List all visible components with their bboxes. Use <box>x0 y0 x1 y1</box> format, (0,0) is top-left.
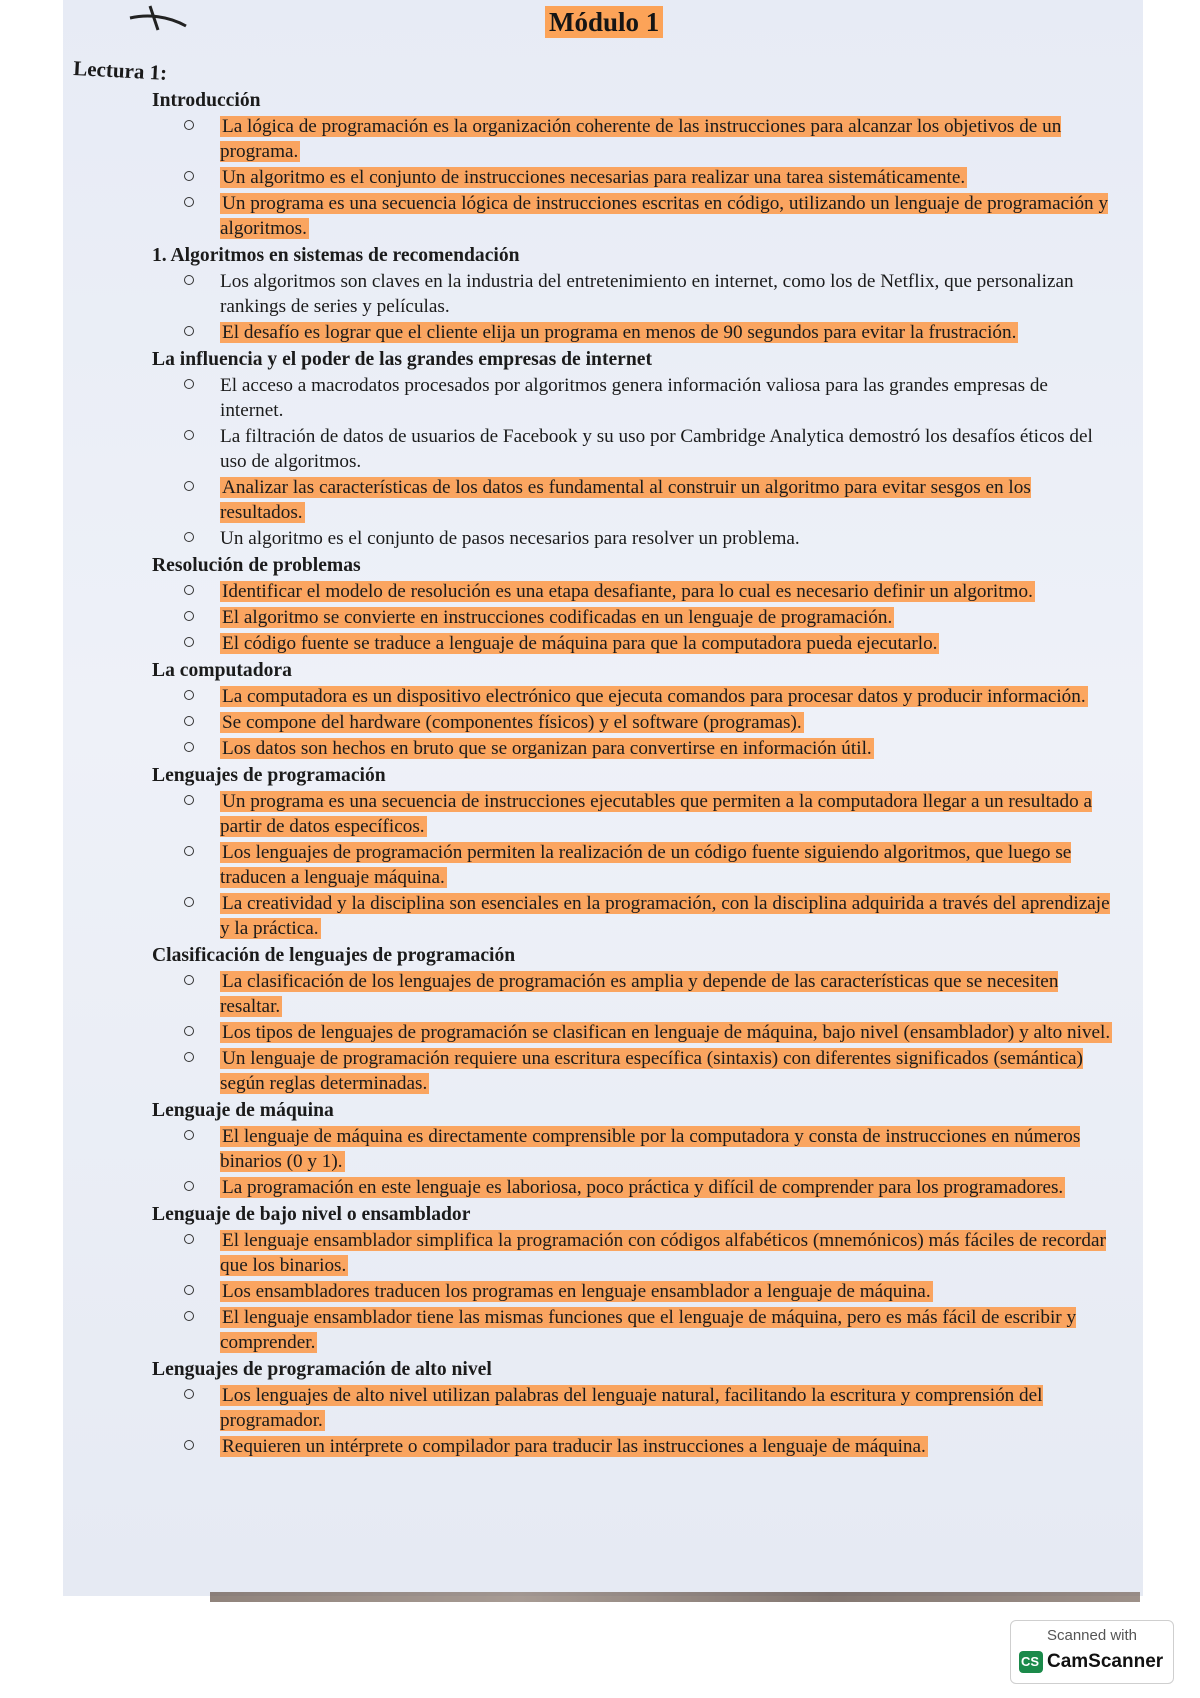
list-item: Un programa es una secuencia de instrucciones ejecutables que permiten a la computadora llegar a un resultado a partir de datos específicos. <box>150 789 1115 839</box>
list-item: Los lenguajes de programación permiten la realización de un código fuente siguiendo algoritmos, que luego se traducen a lenguaje máquina. <box>150 840 1115 890</box>
section-heading: Introducción <box>152 90 261 111</box>
list-item: Un algoritmo es el conjunto de instrucciones necesarias para realizar una tarea sistemáticamente. <box>150 165 1115 190</box>
section-influencia-empresas <box>150 347 1115 551</box>
section-heading: La influencia y el poder de las grandes empresas de internet <box>152 349 652 370</box>
bullet-icon <box>184 1311 194 1321</box>
section-introduccion <box>150 88 1115 241</box>
section-heading: 1. Algoritmos en sistemas de recomendación <box>152 245 520 266</box>
bullet-icon <box>184 275 194 285</box>
page-title: Módulo 1 <box>545 6 663 38</box>
list-item: Los lenguajes de alto nivel utilizan palabras del lenguaje natural, facilitando la escritura y comprensión del programador. <box>150 1383 1115 1433</box>
bullet-icon <box>184 637 194 647</box>
list-item: Un programa es una secuencia lógica de instrucciones escritas en código, utilizando un lenguaje de programación y algoritmos. <box>150 191 1115 241</box>
list-item: El lenguaje de máquina es directamente comprensible por la computadora y consta de instrucciones en números binarios (0 y 1). <box>150 1124 1115 1174</box>
section-heading: Lenguajes de programación <box>152 765 386 786</box>
scanned-with-text: Scanned with <box>1046 1627 1138 1644</box>
list-item: Se compone del hardware (componentes físicos) y el software (programas). <box>150 710 1115 735</box>
list-item: La computadora es un dispositivo electrónico que ejecuta comandos para procesar datos y producir información. <box>150 684 1115 709</box>
section-lenguaje-maquina <box>150 1098 1115 1200</box>
section-algoritmos-recomendacion <box>150 243 1115 345</box>
bullet-icon <box>184 1026 194 1036</box>
section-clasificacion <box>150 943 1115 1096</box>
bullet-icon <box>184 379 194 389</box>
section-heading: Lenguaje de bajo nivel o ensamblador <box>152 1204 471 1225</box>
section-computadora <box>150 658 1115 761</box>
list-item: Un lenguaje de programación requiere una escritura específica (sintaxis) con diferentes significados (semántica) según reglas determinadas. <box>150 1046 1115 1096</box>
camscanner-brand: CamScanner <box>1047 1651 1164 1672</box>
bullet-icon <box>184 897 194 907</box>
list-item: El código fuente se traduce a lenguaje de máquina para que la computadora pueda ejecutarlo. <box>150 631 1115 656</box>
bullet-icon <box>184 975 194 985</box>
bullet-icon <box>184 585 194 595</box>
section-heading: Clasificación de lenguajes de programación <box>152 945 516 966</box>
list-item: El desafío es lograr que el cliente elija un programa en menos de 90 segundos para evitar la frustración. <box>150 320 1115 345</box>
list-item: Analizar las características de los datos es fundamental al construir un algoritmo para evitar sesgos en los resultados. <box>150 475 1115 525</box>
list-item: La programación en este lenguaje es laboriosa, poco práctica y difícil de comprender para los programadores. <box>150 1175 1115 1200</box>
list-item: Los ensambladores traducen los programas en lenguaje ensamblador a lenguaje de máquina. <box>150 1279 1115 1304</box>
list-item: La clasificación de los lenguajes de programación es amplia y depende de las características que se necesiten resaltar. <box>150 969 1115 1019</box>
bullet-icon <box>184 1440 194 1450</box>
bullet-icon <box>184 1389 194 1399</box>
list-item: La filtración de datos de usuarios de Facebook y su uso por Cambridge Analytica demostró los desafíos éticos del uso de algoritmos. <box>150 424 1115 474</box>
list-item: Requieren un intérprete o compilador para traducir las instrucciones a lenguaje de máquina. <box>150 1434 1115 1459</box>
page-bottom-edge <box>210 1592 1140 1602</box>
notes-content <box>150 88 1115 1461</box>
bullet-icon <box>184 120 194 130</box>
list-item: Identificar el modelo de resolución es una etapa desafiante, para lo cual es necesario definir un algoritmo. <box>150 579 1115 604</box>
list-item: Un algoritmo es el conjunto de pasos necesarios para resolver un problema. <box>150 526 1115 551</box>
bullet-icon <box>184 171 194 181</box>
pen-mark-icon <box>128 4 188 34</box>
bullet-icon <box>184 326 194 336</box>
bullet-icon <box>184 1285 194 1295</box>
bullet-icon <box>184 532 194 542</box>
bullet-icon <box>184 742 194 752</box>
bullet-icon <box>184 197 194 207</box>
list-item: La lógica de programación es la organización coherente de las instrucciones para alcanzar los objetivos de un programa. <box>150 114 1115 164</box>
list-item: La creatividad y la disciplina son esenciales en la programación, con la disciplina adquirida a través del aprendizaje y la práctica. <box>150 891 1115 941</box>
list-item: Los tipos de lenguajes de programación se clasifican en lenguaje de máquina, bajo nivel (ensamblador) y alto nivel. <box>150 1020 1115 1045</box>
section-lenguajes-programacion <box>150 763 1115 941</box>
bullet-icon <box>184 690 194 700</box>
list-item: El lenguaje ensamblador tiene las mismas funciones que el lenguaje de máquina, pero es más fácil de escribir y comprender. <box>150 1305 1115 1355</box>
bullet-icon <box>184 795 194 805</box>
list-item: El acceso a macrodatos procesados por algoritmos genera información valiosa para las grandes empresas de internet. <box>150 373 1115 423</box>
bullet-icon <box>184 430 194 440</box>
section-heading: Lenguaje de máquina <box>152 1100 334 1121</box>
list-item: El lenguaje ensamblador simplifica la programación con códigos alfabéticos (mnemónicos) más fáciles de recordar que los binarios. <box>150 1228 1115 1278</box>
section-alto-nivel <box>150 1357 1115 1459</box>
camscanner-logo-icon: CS <box>1019 1651 1043 1673</box>
section-bajo-nivel <box>150 1202 1115 1355</box>
section-resolucion-problemas <box>150 553 1115 656</box>
list-item: Los datos son hechos en bruto que se organizan para convertirse en información útil. <box>150 736 1115 761</box>
bullet-icon <box>184 1052 194 1062</box>
bullet-icon <box>184 846 194 856</box>
list-item: Los algoritmos son claves en la industria del entretenimiento en internet, como los de Netflix, que personalizan rankings de series y películas. <box>150 269 1115 319</box>
bullet-icon <box>184 481 194 491</box>
bullet-icon <box>184 1234 194 1244</box>
list-item: El algoritmo se convierte en instrucciones codificadas en un lenguaje de programación. <box>150 605 1115 630</box>
camscanner-badge <box>1010 1620 1174 1684</box>
bullet-icon <box>184 716 194 726</box>
bullet-icon <box>184 611 194 621</box>
bullet-icon <box>184 1130 194 1140</box>
section-heading: Lenguajes de programación de alto nivel <box>152 1359 492 1380</box>
bullet-icon <box>184 1181 194 1191</box>
lecture-label: Lectura 1: <box>72 56 168 85</box>
section-heading: La computadora <box>152 660 292 681</box>
section-heading: Resolución de problemas <box>152 555 361 576</box>
